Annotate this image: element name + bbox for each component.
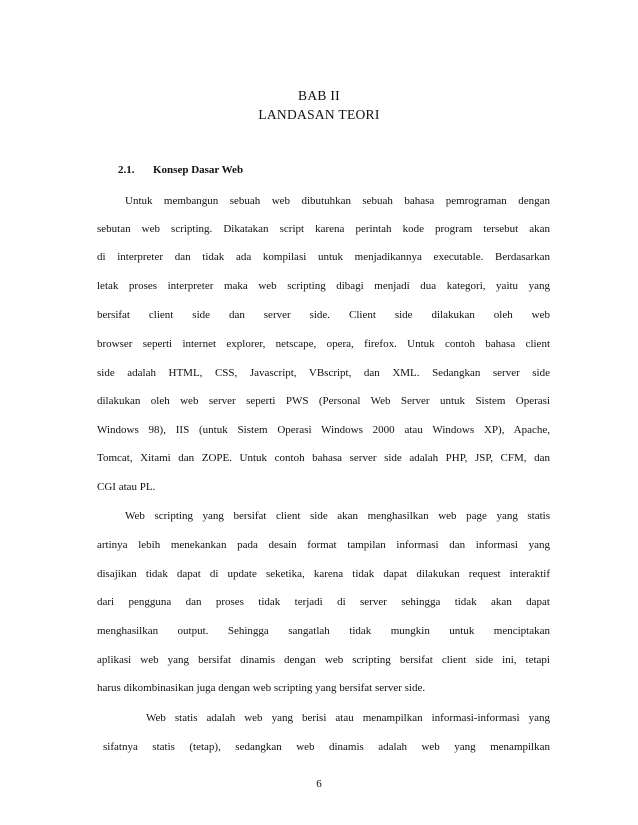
- paragraph-line: side adalah HTML, CSS, Javascript, VBscript, dan XML. Sedangkan server side: [97, 367, 550, 379]
- paragraph-line: CGI atau PL.: [97, 481, 156, 493]
- paragraph-line: harus dikombinasikan juga dengan web scripting yang bersifat server side.: [97, 682, 426, 694]
- paragraph-line: bersifat client side dan server side. Client side dilakukan oleh web: [97, 309, 550, 321]
- paragraph-line: dari pengguna dan proses tidak terjadi di server sehingga tidak akan dapat: [97, 596, 550, 608]
- paragraph-line: dilakukan oleh web server seperti PWS (Personal Web Server untuk Sistem Operasi: [97, 395, 550, 407]
- paragraph-line: menghasilkan output. Sehingga sangatlah tidak mungkin untuk menciptakan: [97, 625, 550, 637]
- page-number: 6: [316, 778, 322, 790]
- paragraph-line: disajikan tidak dapat di update seketika, karena tidak dapat dilakukan request interaktif: [97, 568, 550, 580]
- paragraph-line: letak proses interpreter maka web scripting dibagi menjadi dua kategori, yaitu yang: [97, 280, 550, 292]
- chapter-label: BAB II: [298, 88, 340, 103]
- paragraph-line: browser seperti internet explorer, netscape, opera, firefox. Untuk contoh bahasa client: [97, 338, 550, 350]
- paragraph-line: di interpreter dan tidak ada kompilasi untuk menjadikannya executable. Berdasarkan: [97, 251, 550, 263]
- paragraph-line: sifatnya statis (tetap), sedangkan web dinamis adalah web yang menampilkan: [103, 741, 550, 753]
- paragraph-line: Web scripting yang bersifat client side akan menghasilkan web page yang statis: [125, 510, 550, 522]
- paragraph-line: artinya lebih menekankan pada desain format tampilan informasi dan informasi yang: [97, 539, 550, 551]
- section-number: 2.1.: [118, 164, 135, 176]
- paragraph-line: Tomcat, Xitami dan ZOPE. Untuk contoh bahasa server side adalah PHP, JSP, CFM, dan: [97, 452, 550, 464]
- section-title: Konsep Dasar Web: [153, 164, 244, 176]
- paragraph-line: sebutan web scripting. Dikatakan script karena perintah kode program tersebut akan: [97, 223, 550, 235]
- chapter-title: LANDASAN TEORI: [258, 107, 380, 122]
- paragraph-line: Windows 98), IIS (untuk Sistem Operasi Windows 2000 atau Windows XP), Apache,: [97, 424, 550, 436]
- paragraph-line: Untuk membangun sebuah web dibutuhkan sebuah bahasa pemrograman dengan: [125, 195, 550, 207]
- paragraph-line: aplikasi web yang bersifat dinamis dengan web scripting bersifat client side ini, tetapi: [97, 654, 550, 666]
- paragraph-line: Web statis adalah web yang berisi atau menampilkan informasi-informasi yang: [146, 712, 550, 724]
